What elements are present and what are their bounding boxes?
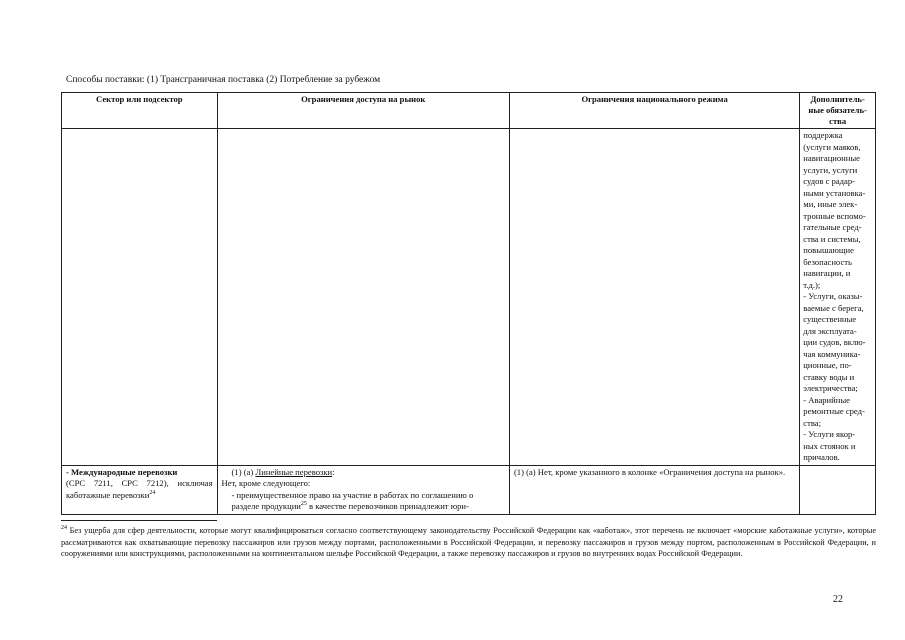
- row2-additional-cell: [800, 465, 876, 514]
- row1-additional-cell: [800, 129, 876, 466]
- commitments-table: [61, 92, 876, 515]
- additional-commitment-line: причалов.: [803, 452, 840, 462]
- additional-commitment-line: услуги, услуги: [803, 164, 858, 175]
- header-additional-line: ства: [829, 116, 847, 126]
- additional-commitment-line: ных стоянок и: [803, 440, 856, 451]
- footnote-separator: [61, 520, 217, 521]
- ma-line-1: [222, 467, 505, 479]
- additional-commitment-line: т.д.);: [803, 279, 821, 290]
- additional-commitment-line: - Аварийные: [803, 394, 850, 405]
- page-number: 22: [833, 594, 843, 605]
- row2-national-treatment-cell: (1) (a) Нет, кроме указанного в колонке «Ограничения доступа на рынок».: [509, 465, 799, 514]
- additional-commitment-line: гательные сред-: [803, 222, 862, 232]
- modes-of-supply-caption: Способы поставки: (1) Трансграничная поставка (2) Потребление за рубежом: [66, 75, 381, 85]
- table-row: [62, 129, 876, 466]
- ma-line-4b: в качестве перевозчиков принадлежит юри-: [306, 501, 469, 511]
- additional-commitment-line: ми, иные элек-: [803, 199, 858, 209]
- header-sector: Сектор или подсектор: [62, 93, 218, 129]
- additional-commitment-line: судов с радар-: [803, 176, 856, 186]
- sector-description: (CPC 7211, CPC 7212), исключая каботажные перевозки: [66, 478, 213, 500]
- ma-liner-transport: Линейные перевозки: [255, 466, 333, 477]
- additional-commitment-line: навигационные: [803, 153, 860, 163]
- ma-line-3: - преимущественное право на участие в работах по соглашению о: [231, 489, 474, 500]
- ma-line-2: Нет, кроме следующего:: [221, 478, 311, 488]
- row1-sector-cell: [62, 129, 218, 466]
- additional-commitment-line: навигации, и: [803, 268, 851, 278]
- footnote-ref-25[interactable]: 25: [300, 501, 307, 508]
- ma-prefix: (1) (a): [231, 466, 256, 477]
- table-row: [62, 465, 876, 514]
- additional-commitment-line: - Услуги, оказы-: [803, 291, 863, 301]
- ma-colon: :: [332, 466, 335, 477]
- header-market-access: Ограничения доступа на рынок: [217, 93, 509, 129]
- header-additional-commitments: [800, 93, 876, 129]
- additional-commitment-line: ства;: [803, 417, 821, 428]
- row1-national-treatment-cell: [509, 129, 799, 466]
- footnote-number: 24: [61, 525, 67, 532]
- additional-commitment-line: ционные, по-: [803, 360, 852, 370]
- header-additional-line: ные обязатель-: [808, 105, 867, 115]
- additional-commitment-line: поддержка: [803, 130, 843, 140]
- header-additional-line: Дополнитель-: [810, 94, 865, 104]
- row2-market-access-cell: [217, 465, 509, 514]
- additional-commitment-line: (услуги маяков,: [803, 141, 861, 152]
- footnote-text: Без ущерба для сфер деятельности, которые могут квалифицироваться согласно соответствующему законодательству Российской Федерации как «каботаж», этот перечень не включает «морские каботажные услуги», которые рассматриваются как охватывающие перевозку пассажиров или грузов между портами, расположенными в Российской Федерации, и перевозку пассажиров и грузов между портом, расположенным в Российской Федерации, и сооружениями или конструкциями, расположенными на континентальном шельфе Российской Федерации, а также перевозку пассажиров и грузов во внутренних водах Российской Федерации.: [61, 526, 876, 558]
- additional-commitment-line: электричества;: [803, 383, 858, 393]
- table-header-row: [62, 93, 876, 129]
- additional-commitment-line: - Услуги якор-: [803, 429, 856, 439]
- additional-commitment-line: ремонтные сред-: [803, 406, 865, 416]
- additional-commitment-line: повышающие: [803, 245, 854, 255]
- additional-commitment-line: ства и системы,: [803, 233, 861, 244]
- additional-commitment-line: ставку воды и: [803, 371, 855, 382]
- additional-commitment-line: ции судов, вклю-: [803, 337, 866, 347]
- ma-line-4a: разделе продукции: [231, 501, 301, 511]
- ma-line-4: [222, 501, 505, 513]
- additional-commitment-line: ваемые с берега,: [803, 302, 864, 313]
- additional-commitment-line: безопасность: [803, 256, 852, 267]
- footnote-24: [61, 525, 876, 560]
- header-national-treatment: Ограничения национального режима: [509, 93, 799, 129]
- additional-commitment-line: тронные вспомо-: [803, 210, 866, 221]
- row2-sector-cell: [62, 465, 218, 514]
- sector-title: - Международные перевозки: [66, 466, 178, 477]
- additional-commitment-line: для эксплуата-: [803, 325, 857, 336]
- additional-commitment-line: чая коммуника-: [803, 348, 861, 359]
- additional-commitment-line: ными установка-: [803, 187, 866, 198]
- additional-commitment-line: существенные: [803, 314, 857, 324]
- row1-market-access-cell: [217, 129, 509, 466]
- footnote-ref-24[interactable]: 24: [149, 489, 156, 496]
